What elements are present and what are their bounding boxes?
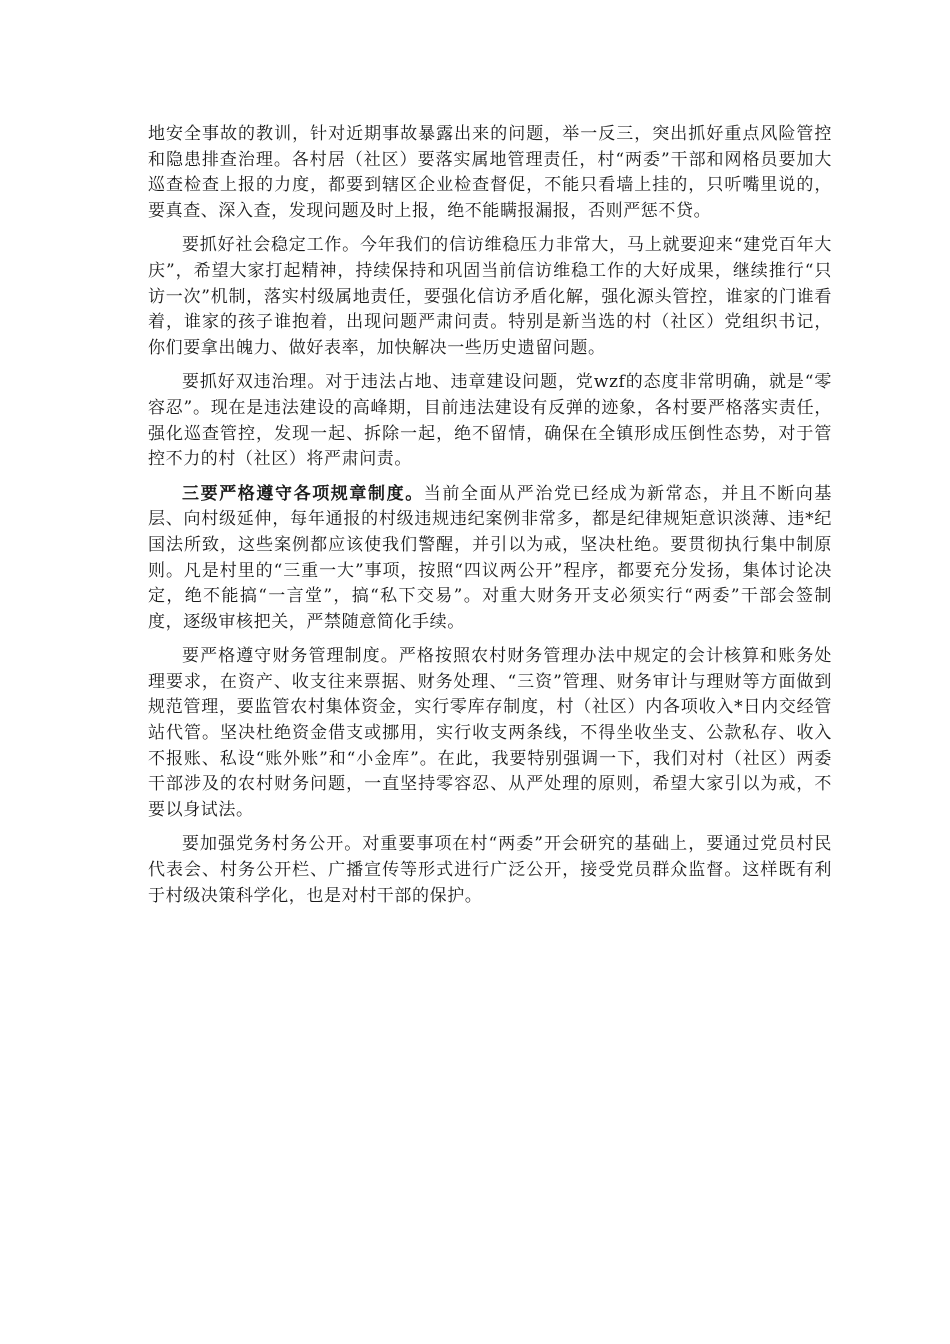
paragraph-social-stability	[148, 233, 832, 361]
paragraph-text: 地安全事故的教训，针对近期事故暴露出来的问题，举一反三，突出抓好重点风险管控和隐患排查治理。各村居（社区）要落实属地管理责任，村“两委”干部和网格员要加大巡查检查上报的力度，都要到辖区企业检查督促，不能只看墙上挂的，只听嘴里说的，要真查、深入查，发现问题及时上报，绝不能瞒报漏报，否则严惩不贷。	[148, 124, 832, 221]
paragraph-text: 当前全面从严治党已经成为新常态，并且不断向基层、向村级延伸，每年通报的村级违规违纪案例非常多，都是纪律规矩意识淡薄、违*纪国法所致，这些案例都应该使我们警醒，并引以为戒，坚决杜绝。要贯彻执行集中制原则。凡是村里的“三重一大”事项，按照“四议两公开”程序，都要充分发扬，集体讨论决定，绝不能搞“一言堂”，搞“私下交易”。对重大财务开支必须实行“两委”干部会签制度，逐级审核把关，严禁随意简化手续。	[148, 483, 832, 632]
paragraph-text: 要加强党务村务公开。对重要事项在村“两委”开会研究的基础上，要通过党员村民代表会、村务公开栏、广播宣传等形式进行广泛公开，接受党员群众监督。这样既有利于村级决策科学化，也是对村干部的保护。	[148, 834, 832, 906]
paragraph-financial-management	[148, 644, 832, 823]
paragraph-illegal-construction	[148, 370, 832, 472]
paragraph-heading: 三要严格遵守各项规章制度。	[182, 483, 424, 504]
paragraph-rules-and-regulations	[148, 482, 832, 636]
paragraph-text: 要抓好社会稳定工作。今年我们的信访维稳压力非常大，马上就要迎来“建党百年大庆”，希望大家打起精神，持续保持和巩固当前信访维稳工作的大好成果，继续推行“只访一次”机制，落实村级属地责任，要强化信访矛盾化解，强化源头管控，谁家的门谁看着，谁家的孩子谁抱着，出现问题严肃问责。特别是新当选的村（社区）党组织书记，你们要拿出魄力、做好表率，加快解决一些历史遗留问题。	[148, 235, 832, 358]
paragraph-text: 要抓好双违治理。对于违法占地、违章建设问题，党wzf的态度非常明确，就是“零容忍”。现在是违法建设的高峰期，目前违法建设有反弹的迹象，各村要严格落实责任，强化巡查管控，发现一起、拆除一起，绝不留情，确保在全镇形成压倒性态势，对于管控不力的村（社区）将严肃问责。	[148, 372, 832, 470]
paragraph-safety-continued	[148, 122, 832, 224]
paragraph-public-affairs	[148, 832, 832, 909]
document-page	[148, 122, 832, 918]
paragraph-text: 要严格遵守财务管理制度。严格按照农村财务管理办法中规定的会计核算和账务处理要求，在资产、收支往来票据、财务处理、“三资”管理、财务审计与理财等方面做到规范管理，要监管农村集体资金，实行零库存制度，村（社区）内各项收入*日内交经管站代管。坚决杜绝资金借支或挪用，实行收支两条线，不得坐收坐支、公款私存、收入不报账、私设“账外账”和“小金库”。在此，我要特别强调一下，我们对村（社区）两委干部涉及的农村财务问题，一直坚持零容忍、从严处理的原则，希望大家引以为戒，不要以身试法。	[148, 646, 832, 820]
